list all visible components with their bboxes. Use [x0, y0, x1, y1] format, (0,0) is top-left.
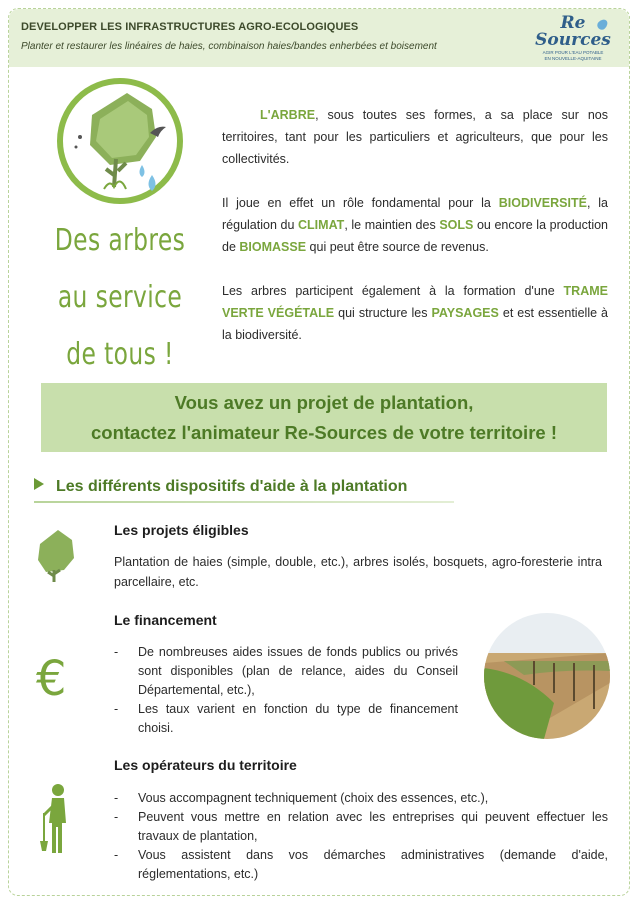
intro-paragraph-1: [222, 104, 608, 170]
intro-p3-t2: qui structure les: [334, 306, 432, 320]
header-title: DEVELOPPER LES INFRASTRUCTURES AGRO-ECOLOGIQUES: [21, 21, 359, 33]
hero-title-line3: de tous !: [66, 337, 174, 372]
keyword-climat: CLIMAT: [298, 218, 345, 232]
tree-circle-icon: [52, 75, 188, 207]
intro-paragraph-2: [222, 192, 608, 258]
list-item: - Vous assistent dans vos démarches administratives (demande d'aide, réglementations, etc.): [114, 846, 608, 884]
projets-title: Les projets éligibles: [114, 522, 249, 538]
resources-logo: [531, 15, 615, 69]
keyword-arbre: L'ARBRE: [260, 108, 316, 122]
hero-title-line2: au service: [57, 280, 183, 315]
intro-p2-t4: ou encore la production de: [222, 218, 608, 254]
triangle-bullet-icon: [34, 478, 44, 490]
projets-text: Plantation de haies (simple, double, etc.), arbres isolés, bosquets, agro-foresterie intra parcellaire, etc.: [114, 555, 602, 589]
list-item: - Vous accompagnent techniquement (choix des essences, etc.),: [114, 789, 608, 808]
intro-p3-t3: et est essentielle à la biodiversité.: [222, 306, 609, 342]
list-item: - Peuvent vous mettre en relation avec les entreprises qui peuvent effectuer les travaux de plantation,: [114, 808, 608, 846]
intro-p2-t5: qui peut être source de revenus.: [306, 240, 489, 254]
logo-tagline2: EN NOUVELLE-AQUITAINE: [544, 56, 602, 61]
keyword-sols: SOLS: [439, 218, 474, 232]
intro-p3-t1: Les arbres participent également à la formation d'une: [222, 284, 564, 298]
keyword-biodiversite: BIODIVERSITÉ: [498, 196, 587, 210]
list-item: - Les taux varient en fonction du type de financement choisi.: [114, 700, 458, 738]
hero-title: [50, 212, 190, 383]
cta-banner: [41, 383, 607, 452]
financement-list: [114, 643, 458, 738]
intro-paragraph-3: [222, 280, 608, 346]
euro-icon: €: [36, 651, 67, 707]
section-underline: [34, 501, 454, 503]
cta-line2: contactez l'animateur Re-Sources de votre territoire !: [90, 422, 557, 443]
tree-icon: [34, 526, 78, 584]
operateurs-title: Les opérateurs du territoire: [114, 757, 297, 773]
list-item: - De nombreuses aides issues de fonds publics ou privés sont disponibles (plan de relance, aides du Conseil Départemental, etc.),: [114, 643, 458, 700]
keyword-biomasse: BIOMASSE: [239, 240, 307, 254]
section-title: Les différents dispositifs d'aide à la plantation: [56, 478, 408, 495]
intro-p2-t3: , le maintien des: [344, 218, 440, 232]
hero-title-line1: Des arbres: [54, 223, 186, 258]
gardener-with-spade-icon: [32, 783, 72, 855]
logo-line1: Re: [560, 13, 586, 33]
operateurs-list: [114, 789, 608, 884]
cta-line1: Vous avez un projet de plantation,: [174, 392, 474, 413]
logo-line2: Sources: [535, 30, 611, 50]
header-subtitle: Planter et restaurer les linéaires de haies, combinaison haies/bandes enherbées et boisement: [21, 41, 437, 52]
keyword-paysages: PAYSAGES: [431, 306, 499, 320]
financement-title: Le financement: [114, 612, 217, 628]
intro-p1-text: , sous toutes ses formes, a sa place sur nos territoires, tant pour les particuliers et agriculteurs, que pour les collectivités.: [222, 108, 608, 166]
intro-p2-t2: , la régulation du: [222, 196, 608, 232]
header-banner: [9, 9, 629, 67]
section-heading: [34, 478, 407, 496]
intro-p2-t1: Il joue en effet un rôle fondamental pour la: [222, 196, 499, 210]
keyword-trame-verte: TRAME VERTE VÉGÉTALE: [222, 284, 608, 320]
intro-text: [222, 104, 608, 368]
logo-tagline1: AGIR POUR L'EAU POTABLE: [542, 50, 604, 55]
hedge-photo: [484, 613, 610, 739]
